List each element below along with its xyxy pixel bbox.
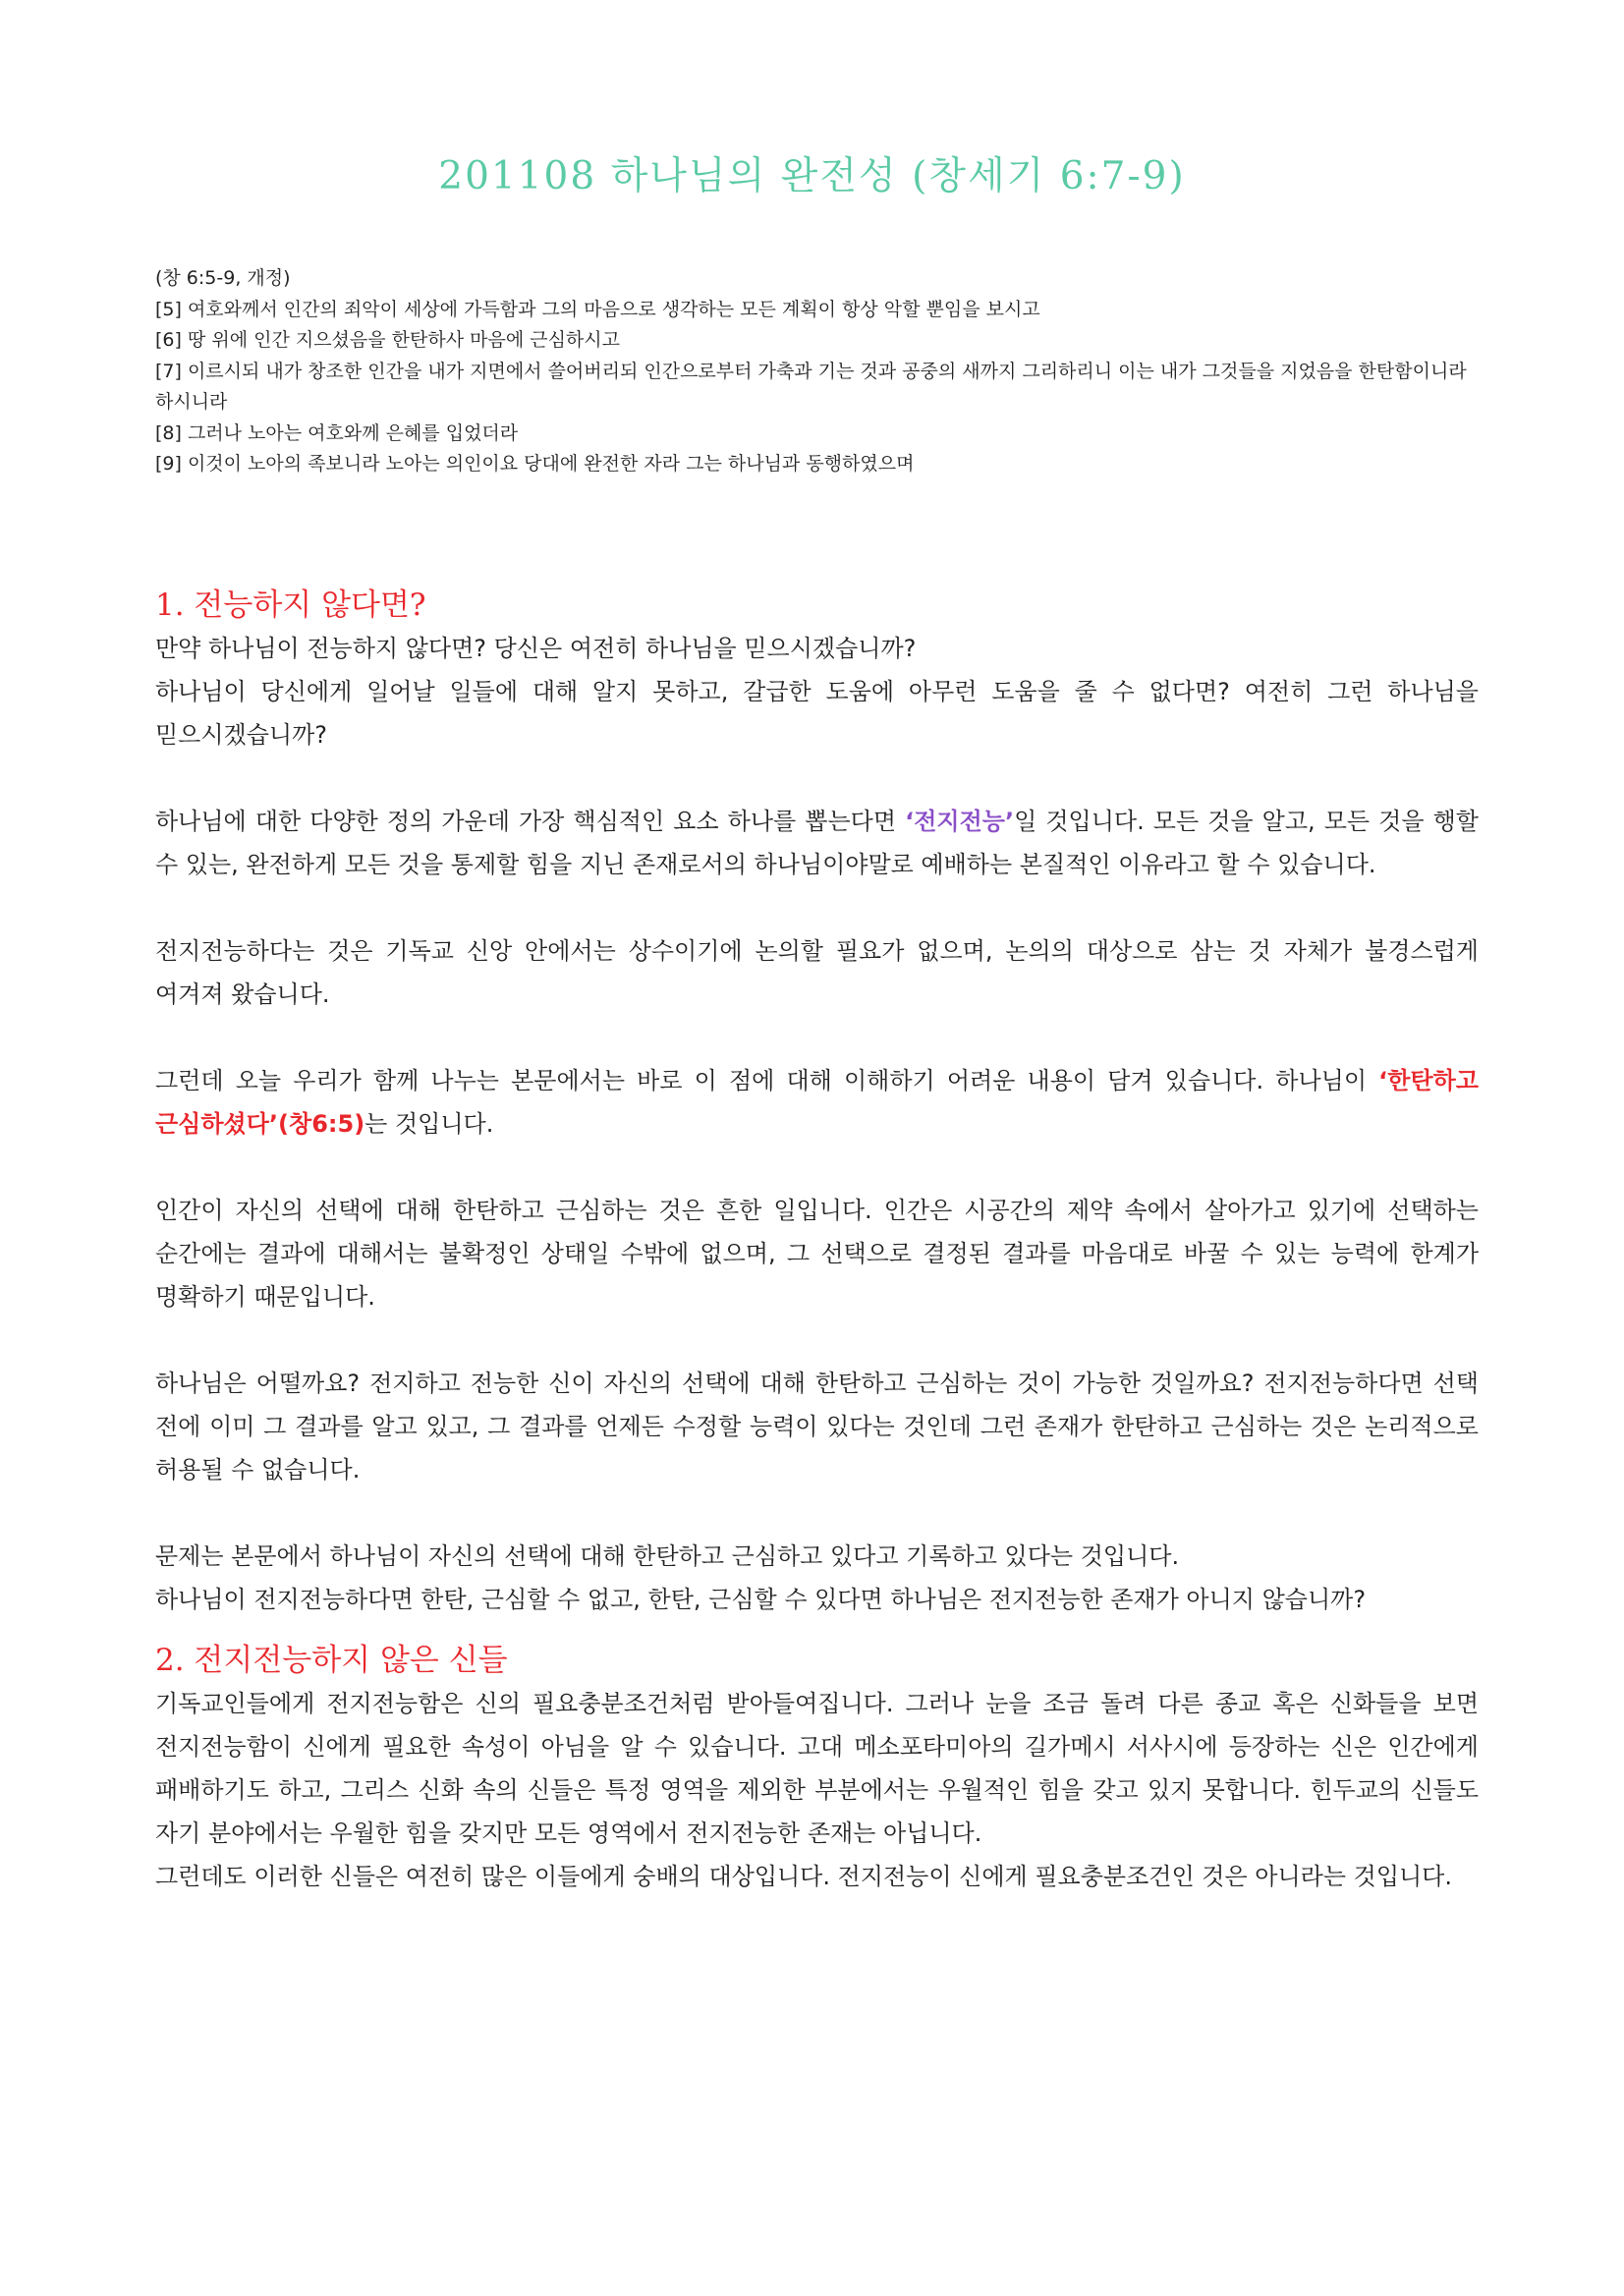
scripture-verse: [7] 이르시되 내가 창조한 인간을 내가 지면에서 쓸어버리되 인간으로부터 가축과 기는 것과 공중의 새까지 그리하리니 이는 내가 그것들을 지었음을 한탄함이니라 하시니라 bbox=[155, 360, 1467, 413]
highlight-omniscience: ‘전지전능’ bbox=[905, 808, 1015, 835]
paragraph-gap bbox=[155, 1318, 1479, 1362]
text-span: 그런데 오늘 우리가 함께 나누는 본문에서는 바로 이 점에 대해 이해하기 어려운 내용이 담겨 있습니다. 하나님이 bbox=[155, 1067, 1379, 1094]
paragraph-gap bbox=[155, 1146, 1479, 1189]
paragraph: 인간이 자신의 선택에 대해 한탄하고 근심하는 것은 흔한 일입니다. 인간은 시공간의 제약 속에서 살아가고 있기에 선택하는 순간에는 결과에 대해서는 불확정인 상태일 수밖에 없으며, 그 선택으로 결정된 결과를 마음대로 바꿀 수 있는 능력에 한계가 명확하기 때문입니다. bbox=[155, 1197, 1479, 1311]
paragraph-gap bbox=[155, 1016, 1479, 1059]
paragraph bbox=[155, 800, 1479, 886]
scripture-verse: [5] 여호와께서 인간의 죄악이 세상에 가득함과 그의 마음으로 생각하는 모든 계획이 항상 악할 뿐임을 보시고 bbox=[155, 298, 1040, 320]
paragraph: 하나님이 전지전능하다면 한탄, 근심할 수 없고, 한탄, 근심할 수 있다면 하나님은 전지전능한 존재가 아니지 않습니까? bbox=[155, 1586, 1367, 1613]
scripture-verse: [9] 이것이 노아의 족보니라 노아는 의인이요 당대에 완전한 자라 그는 하나님과 동행하였으며 bbox=[155, 453, 915, 475]
paragraph-gap bbox=[155, 1491, 1479, 1535]
paragraph: 전지전능하다는 것은 기독교 신앙 안에서는 상수이기에 논의할 필요가 없으며, 논의의 대상으로 삼는 것 자체가 불경스럽게 여겨져 왔습니다. bbox=[155, 937, 1479, 1008]
scripture-block bbox=[155, 263, 1479, 480]
paragraph: 만약 하나님이 전능하지 않다면? 당신은 여전히 하나님을 믿으시겠습니까? bbox=[155, 635, 917, 662]
paragraph: 하나님이 당신에게 일어날 일들에 대해 알지 못하고, 갈급한 도움에 아무런 도움을 줄 수 없다면? 여전히 그런 하나님을 믿으시겠습니까? bbox=[155, 678, 1479, 749]
paragraph-gap bbox=[155, 1621, 1479, 1639]
paragraph: 기독교인들에게 전지전능함은 신의 필요충분조건처럼 받아들여집니다. 그러나 눈을 조금 돌려 다른 종교 혹은 신화들을 보면 전지전능함이 신에게 필요한 속성이 아님을 알 수 있습니다. 고대 메소포타미아의 길가메시 서사시에 등장하는 신은 인간에게 패배하기도 하고, 그리스 신화 속의 신들은 특정 영역을 제외한 부분에서는 우월적인 힘을 갖고 있지 못합니다. 힌두교의 신들도 자기 분야에서는 우월한 힘을 갖지만 모든 영역에서 전지전능한 존재는 아닙니다. bbox=[155, 1690, 1479, 1847]
section-heading: 1. 전능하지 않다면? bbox=[155, 588, 426, 623]
scripture-verse: [8] 그러나 노아는 여호와께 은혜를 입었더라 bbox=[155, 421, 519, 444]
text-span: 하나님에 대한 다양한 정의 가운데 가장 핵심적인 요소 하나를 뽑는다면 bbox=[155, 808, 906, 835]
scripture-verse: [6] 땅 위에 인간 지으셨음을 한탄하사 마음에 근심하시고 bbox=[155, 329, 620, 351]
section-heading: 2. 전지전능하지 않은 신들 bbox=[155, 1643, 508, 1678]
paragraph: 문제는 본문에서 하나님이 자신의 선택에 대해 한탄하고 근심하고 있다고 기록하고 있다는 것입니다. bbox=[155, 1542, 1180, 1570]
paragraph: 그런데도 이러한 신들은 여전히 많은 이들에게 숭배의 대상입니다. 전지전능이 신에게 필요충분조건인 것은 아니라는 것입니다. bbox=[155, 1863, 1452, 1890]
highlight-lament: ‘한탄하고 근심하셨다’ bbox=[155, 1067, 1479, 1138]
paragraph-gap bbox=[155, 756, 1479, 800]
paragraph-gap bbox=[155, 886, 1479, 929]
text-span: 일 것입니다. 모든 것을 알고, 모든 것을 행할 수 있는, 완전하게 모든 것을 통제할 힘을 지닌 존재로서의 하나님이야말로 예배하는 본질적인 이유라고 할 수 있습니다. bbox=[155, 808, 1479, 878]
sermon-body bbox=[155, 584, 1479, 1898]
paragraph bbox=[155, 1059, 1479, 1146]
text-span: 는 것입니다. bbox=[364, 1110, 494, 1138]
scripture-reference: (창 6:5-9, 개정) bbox=[155, 267, 291, 289]
paragraph: 하나님은 어떨까요? 전지하고 전능한 신이 자신의 선택에 대해 한탄하고 근심하는 것이 가능한 것일까요? 전지전능하다면 선택 전에 이미 그 결과를 알고 있고, 그 결과를 언제든 수정할 능력이 있다는 것인데 그런 존재가 한탄하고 근심하는 것은 논리적으로 허용될 수 없습니다. bbox=[155, 1370, 1479, 1484]
highlight-reference: (창6:5) bbox=[278, 1110, 365, 1138]
page-title: 201108 하나님의 완전성 (창세기 6:7-9) bbox=[438, 154, 1186, 198]
